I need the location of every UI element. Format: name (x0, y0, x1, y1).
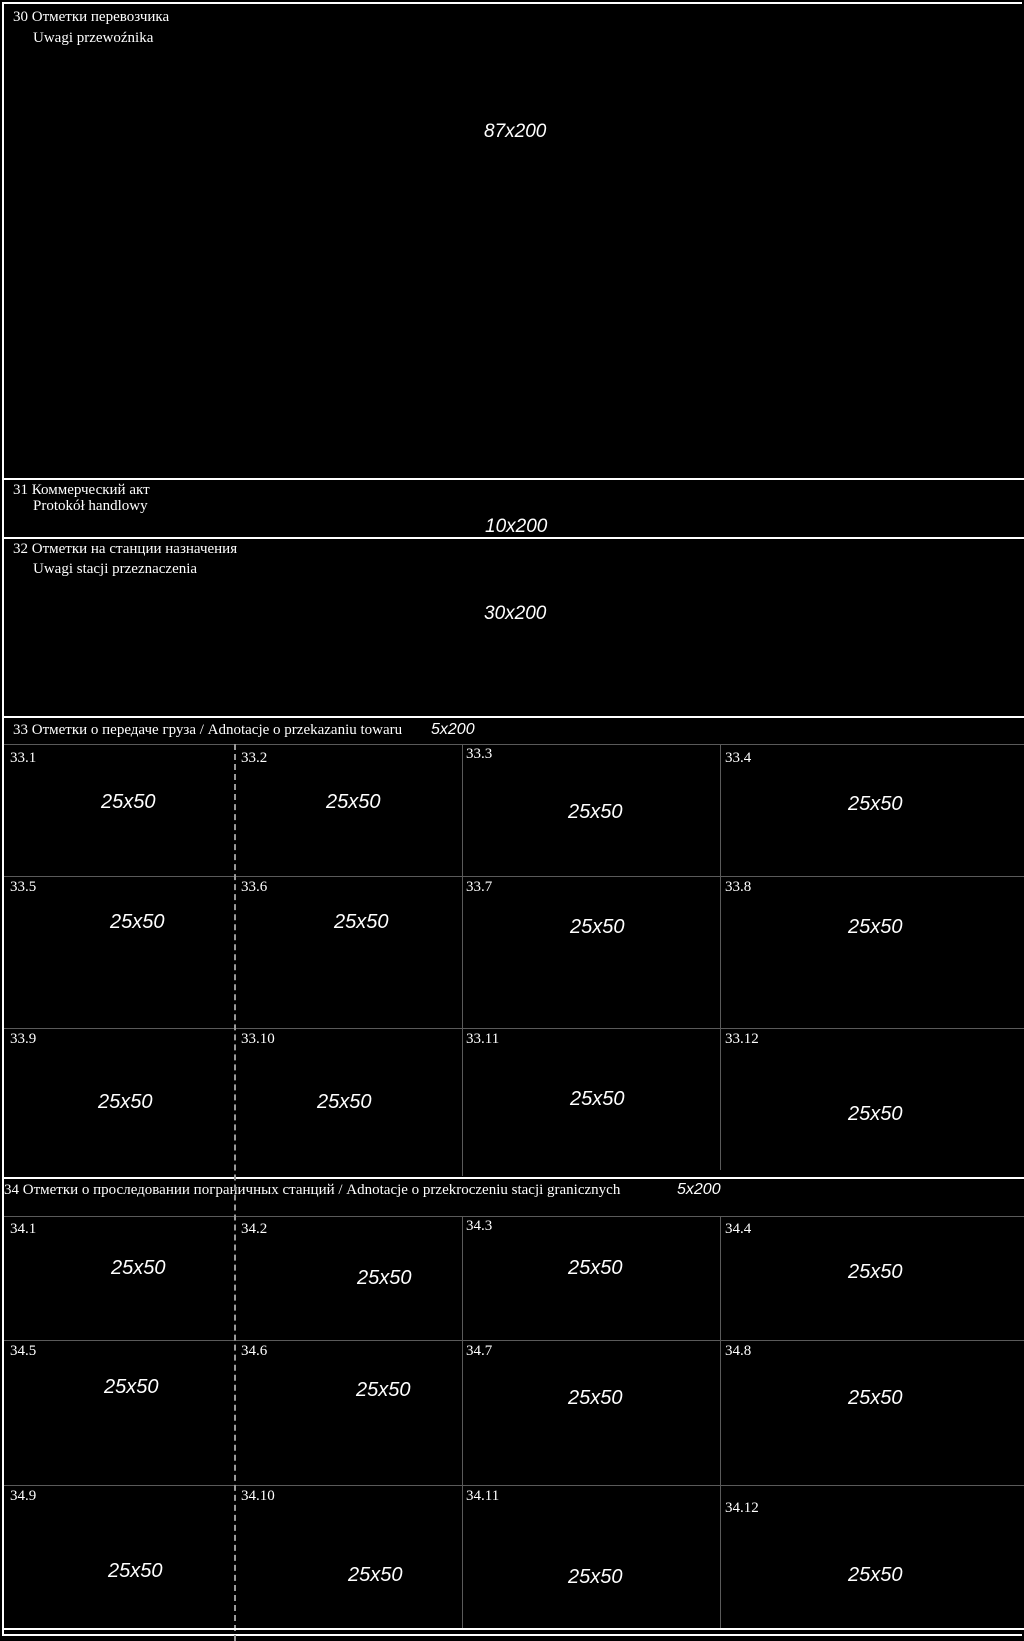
cell-33-11-size: 25x50 (570, 1088, 625, 1110)
field-33-size: 5x200 (431, 721, 475, 738)
cell-33-1-number: 33.1 (10, 750, 37, 766)
cell-34-11-size: 25x50 (568, 1566, 623, 1588)
cell-34-6-size: 25x50 (356, 1379, 411, 1401)
cell-33-4-number: 33.4 (725, 750, 752, 766)
cell-34-7-size: 25x50 (568, 1387, 623, 1409)
field-32-label-pl: Uwagi stacji przeznaczenia (33, 561, 198, 577)
cell-33-1-size: 25x50 (101, 791, 156, 813)
cell-33-9-size: 25x50 (98, 1091, 153, 1113)
field-30-label-ru: 30 Отметки перевозчика (13, 9, 170, 25)
cell-33-2-size: 25x50 (326, 791, 381, 813)
field-33-row-line-1 (4, 876, 1024, 877)
field-31-label-ru: 31 Коммерческий акт (13, 482, 150, 498)
cell-34-12-number: 34.12 (725, 1500, 759, 1516)
cell-33-11-number: 33.11 (466, 1031, 500, 1047)
field-31-size: 10x200 (485, 516, 548, 537)
cell-33-8-number: 33.8 (725, 879, 752, 895)
cell-34-12-size: 25x50 (848, 1564, 903, 1586)
cell-34-4-size: 25x50 (848, 1261, 903, 1283)
field-33-row-line-2 (4, 1028, 1024, 1029)
cell-33-3-size: 25x50 (568, 801, 623, 823)
cell-34-7-number: 34.7 (466, 1343, 493, 1359)
divider-30-31 (2, 478, 1024, 480)
cell-33-12-number: 33.12 (725, 1031, 759, 1047)
divider-33-34 (2, 1177, 1024, 1179)
cell-34-2-number: 34.2 (241, 1221, 268, 1237)
cell-33-5-size: 25x50 (110, 911, 165, 933)
cell-34-5-size: 25x50 (104, 1376, 159, 1398)
cell-34-8-number: 34.8 (725, 1343, 752, 1359)
cell-34-10-size: 25x50 (348, 1564, 403, 1586)
field-33-title: 33 Отметки о передаче груза / Adnotacje o przekazaniu towaru (13, 722, 403, 738)
field-34-row-line-2 (4, 1485, 1024, 1486)
field-34-col-line-3 (462, 1216, 463, 1628)
cell-33-12-size: 25x50 (848, 1103, 903, 1125)
cell-34-10-number: 34.10 (241, 1488, 275, 1504)
cell-34-9-size: 25x50 (108, 1560, 163, 1582)
field-30-label-pl: Uwagi przewoźnika (33, 30, 154, 46)
fold-line (234, 744, 236, 1641)
field-33-col-line-3 (462, 744, 463, 1176)
cell-34-11-number: 34.11 (466, 1488, 500, 1504)
cell-34-1-number: 34.1 (10, 1221, 37, 1237)
cell-33-4-size: 25x50 (848, 793, 903, 815)
cell-34-1-size: 25x50 (111, 1257, 166, 1279)
field-31-label-pl: Protokół handlowy (33, 498, 148, 514)
field-34-size: 5x200 (677, 1181, 721, 1198)
cell-33-6-size: 25x50 (334, 911, 389, 933)
bottom-line (2, 1628, 1024, 1630)
cell-34-3-number: 34.3 (466, 1218, 493, 1234)
field-34-row-line-1 (4, 1340, 1024, 1341)
cell-33-10-size: 25x50 (317, 1091, 372, 1113)
divider-31-32 (2, 537, 1024, 539)
cell-33-8-size: 25x50 (848, 916, 903, 938)
field-33-col-line-4 (720, 744, 721, 1170)
field-34-col-line-4 (720, 1216, 721, 1628)
cell-34-6-number: 34.6 (241, 1343, 268, 1359)
cell-33-5-number: 33.5 (10, 879, 37, 895)
cell-34-9-number: 34.9 (10, 1488, 37, 1504)
cell-34-4-number: 34.4 (725, 1221, 752, 1237)
divider-32-33 (2, 716, 1024, 718)
field-34-header-line (4, 1216, 1024, 1217)
cell-33-9-number: 33.9 (10, 1031, 37, 1047)
cell-34-2-size: 25x50 (357, 1267, 412, 1289)
cell-33-6-number: 33.6 (241, 879, 268, 895)
cell-34-8-size: 25x50 (848, 1387, 903, 1409)
cell-33-7-number: 33.7 (466, 879, 493, 895)
cell-33-7-size: 25x50 (570, 916, 625, 938)
field-34-title: 34 Отметки о проследовании пограничных станций / Adnotacje o przekroczeniu stacji granicznych (4, 1182, 621, 1198)
cell-33-3-number: 33.3 (466, 746, 493, 762)
field-32-label-ru: 32 Отметки на станции назначения (13, 541, 238, 557)
cell-33-10-number: 33.10 (241, 1031, 275, 1047)
field-30-size: 87x200 (484, 121, 547, 142)
cell-33-2-number: 33.2 (241, 750, 268, 766)
cell-34-3-size: 25x50 (568, 1257, 623, 1279)
field-33-header-line (4, 744, 1024, 745)
cell-34-5-number: 34.5 (10, 1343, 37, 1359)
field-32-size: 30x200 (484, 603, 547, 624)
